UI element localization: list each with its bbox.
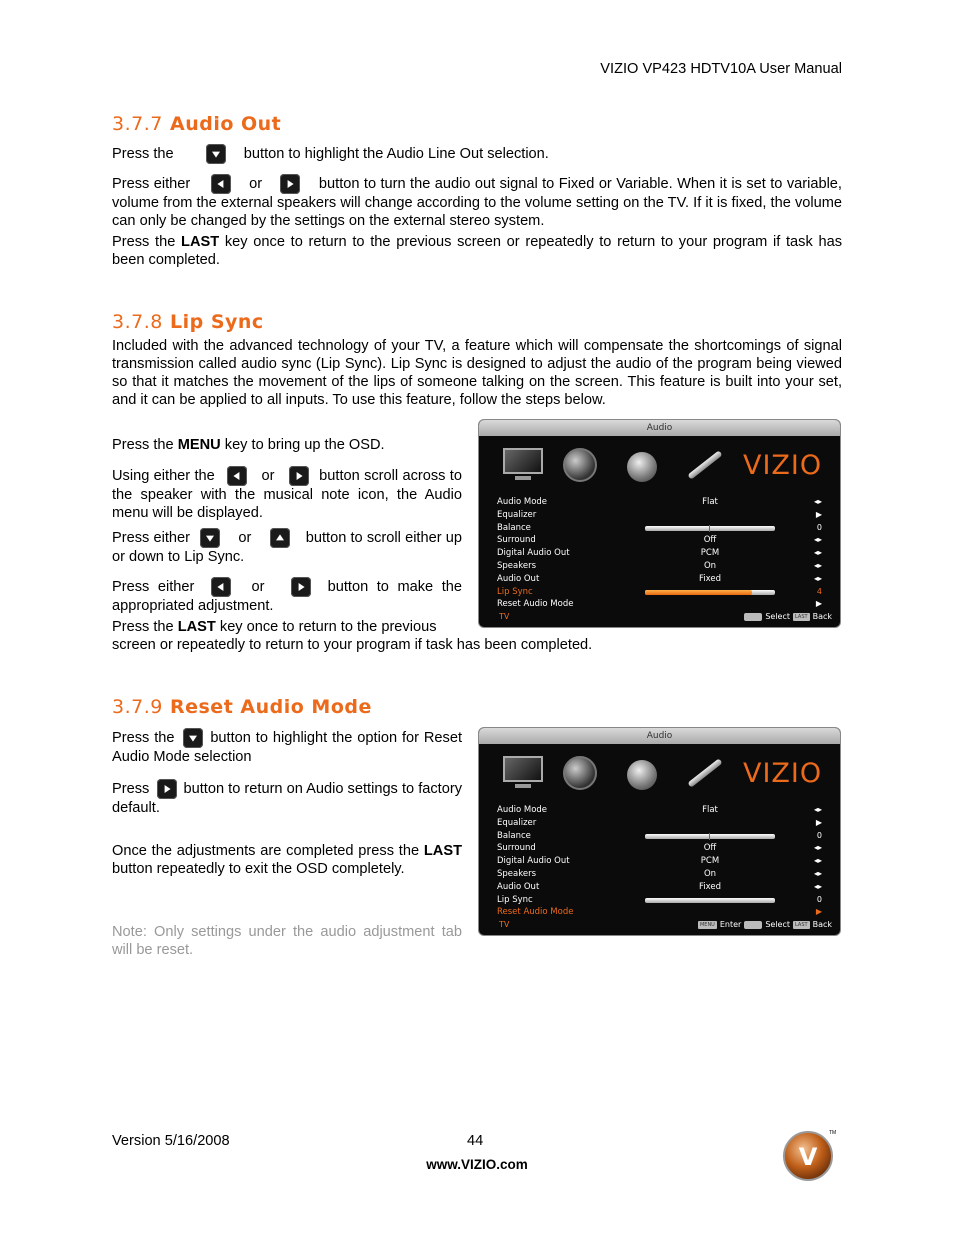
text: Using either the [112,467,215,484]
row-value: PCM [700,856,720,867]
right-arrow-icon: ▶ [815,509,822,519]
row-value: Fixed [698,573,722,584]
row-label: Balance [497,830,531,841]
row-label: Reset Audio Mode [497,599,574,610]
row-label: Equalizer [497,817,537,828]
row-label: Surround [497,535,536,546]
reset-step-3 [112,842,462,878]
text: Once the adjustments are completed press the [112,843,420,859]
osd-row-reset-audio-mode [479,598,840,611]
section-title: Audio Out [169,113,282,135]
osd-icon-bar [479,436,840,496]
right-arrow-icon: ▶ [815,599,822,609]
osd-title: Audio [479,728,840,744]
row-label: Speakers [497,868,537,879]
down-arrow-button-icon [200,528,220,548]
left-right-icon: ◂▸ [813,881,822,891]
left-arrow-button-icon [211,577,231,597]
balance-slider [645,526,775,531]
text: button to highlight the Audio Line Out selection. [243,145,549,162]
enter-hint: Enter [719,920,742,929]
text: or [261,467,275,484]
down-arrow-button-icon [206,144,226,164]
text: key once to return to the previous [219,619,437,635]
speaker-note-icon [561,754,605,792]
text: button repeatedly to exit the OSD completely. [112,861,405,877]
lip-sync-step-5 [112,618,462,636]
text: Press the [112,729,175,746]
right-arrow-icon: ▶ [815,817,822,827]
trademark-mark: TM [829,1130,837,1136]
last-key-icon: LAST [795,921,808,928]
left-right-icon: ◂▸ [813,560,822,570]
lip-sync-intro: Included with the advanced technology of your TV, a feature which will compensate the shortcomings of signal transmission called audio sync (Lip Sync). Lip Sync is designed to adjust the audio of the program being viewed so that it matches the movement of the lips of someone talking on the screen. This feature is built into your set, and it can be applied to all inputs. To use this feature, follow the steps below. [112,338,842,408]
row-label: Digital Audio Out [497,856,570,867]
section-number: 3.7.7 [112,113,163,135]
text: Press the [112,619,174,635]
osd-icon-bar [479,744,840,804]
website-url: www.VIZIO.com [426,1157,528,1172]
row-value: Fixed [698,881,722,892]
text: button to return on Audio settings to factory default. [112,780,462,816]
row-label: Lip Sync [497,894,533,905]
input-label: TV [499,612,510,621]
text: Press either [112,578,195,595]
heading-reset-audio-mode [112,696,372,718]
osd-footer [479,920,840,932]
vizio-brand: VIZIO [743,450,823,481]
text: button to turn the audio out signal to Fixed or Variable. When it is set to variable, volume from the external speakers will change according to the volume setting on the TV. If it is fixed, the volume can only be changed by the settings on the external stereo system. [112,175,842,229]
lip-sync-step-2 [112,466,462,522]
left-arrow-button-icon [211,174,231,194]
row-value: Off [703,843,717,854]
text: Press the [112,145,174,162]
audio-out-step-3 [112,233,842,269]
arrow-keys-icon [744,613,762,621]
heading-audio-out [112,113,281,135]
up-arrow-button-icon [270,528,290,548]
osd-audio-menu-lip-sync [478,419,841,628]
left-right-icon: ◂▸ [813,548,822,558]
tv-icon [501,446,545,484]
back-hint: Back [812,612,832,621]
text: key once to return to the previous screen or repeatedly to return to your program if task has been completed. [112,234,842,268]
row-label: Equalizer [497,509,537,520]
row-label: Surround [497,843,536,854]
text: Press [112,780,150,797]
osd-row-audio-mode [479,496,840,509]
row-value: On [703,560,717,571]
osd-row-audio-out [479,573,840,586]
tv-icon [501,754,545,792]
vizio-brand: VIZIO [743,758,823,789]
lip-sync-fill [645,590,752,595]
arrow-keys-icon [744,921,762,929]
right-arrow-button-icon [289,466,309,486]
section-title: Reset Audio Mode [169,696,372,718]
reset-step-2 [112,779,462,817]
row-label: Audio Mode [497,805,548,815]
wrench-icon [677,752,727,792]
right-arrow-icon: ▶ [815,907,822,917]
text: or [251,578,265,595]
last-key-label: LAST [181,234,220,250]
left-arrow-button-icon [227,466,247,486]
text: Press either [112,529,190,546]
row-value: Flat [702,497,718,507]
text: or [238,529,252,546]
osd-row-digital-audio-out [479,855,840,868]
text: or [249,175,263,192]
text: Press the [112,234,176,250]
down-arrow-button-icon [183,728,203,748]
row-value: Off [703,535,717,546]
text: button scroll across to the speaker with the musical note icon, the Audio menu will be displayed. [112,467,462,521]
left-right-icon: ◂▸ [813,856,822,866]
heading-lip-sync [112,311,264,333]
menu-key-label: MENU [177,437,221,453]
back-hint: Back [812,920,832,929]
select-hint: Select [765,920,791,929]
lip-sync-slider [645,590,775,595]
osd-row-lip-sync [479,586,840,599]
right-arrow-button-icon [280,174,300,194]
osd-row-balance [479,522,840,535]
row-value: 0 [816,894,822,904]
speaker-note-icon [561,446,605,484]
row-label: Digital Audio Out [497,548,570,559]
osd-row-reset-audio-mode [479,906,840,919]
audio-out-step-2 [112,174,842,230]
osd-row-lip-sync [479,894,840,907]
osd-title: Audio [479,420,840,436]
osd-row-audio-mode [479,804,840,817]
text: button to make the appropriated adjustment. [112,578,462,614]
globe-icon [621,446,665,484]
reset-note: Note: Only settings under the audio adjustment tab will be reset. [112,924,462,958]
osd-footer [479,612,840,624]
last-key-label: LAST [423,843,462,859]
row-label: Audio Out [497,573,540,584]
row-label: Balance [497,522,531,533]
osd-row-surround [479,534,840,547]
section-title: Lip Sync [169,311,264,333]
left-right-icon: ◂▸ [813,868,822,878]
lip-sync-step-4 [112,577,462,615]
vizio-logo-icon [783,1131,833,1181]
manual-title: VIZIO VP423 HDTV10A User Manual [600,61,842,77]
row-value: 4 [816,586,822,596]
osd-row-equalizer [479,817,840,830]
menu-key-icon: MENU [699,921,715,928]
section-number: 3.7.8 [112,311,163,333]
text: Press the [112,437,174,453]
text: Press either [112,175,191,192]
row-label: Reset Audio Mode [497,907,574,918]
left-right-icon: ◂▸ [813,573,822,583]
last-key-icon: LAST [795,613,808,620]
osd-row-speakers [479,868,840,881]
wrench-icon [677,444,727,484]
reset-step-1 [112,728,462,766]
row-label: Lip Sync [497,586,533,597]
globe-icon [621,754,665,792]
row-label: Audio Out [497,881,540,892]
left-right-icon: ◂▸ [813,843,822,853]
row-value: On [703,868,717,879]
right-arrow-button-icon [291,577,311,597]
version-label: Version 5/16/2008 [112,1133,230,1149]
balance-slider [645,834,775,839]
osd-row-surround [479,842,840,855]
osd-row-audio-out [479,881,840,894]
row-value: 0 [816,522,822,532]
text: button to scroll either up or down to Lip Sync. [112,529,462,565]
osd-row-digital-audio-out [479,547,840,560]
lip-sync-step-5-cont: screen or repeatedly to return to your program if task has been completed. [112,637,593,653]
input-label: TV [499,920,510,929]
text: button to highlight the option for Reset Audio Mode selection [112,729,463,765]
row-value: Flat [702,805,718,815]
row-label: Speakers [497,560,537,571]
right-arrow-button-icon [157,779,177,799]
row-value: 0 [816,830,822,840]
lip-sync-step-1 [112,436,462,454]
text: key to bring up the OSD. [224,437,385,453]
page-number: 44 [467,1133,484,1149]
osd-audio-menu-reset [478,727,841,936]
left-right-icon: ◂▸ [813,535,822,545]
row-value: PCM [700,548,720,559]
last-key-label: LAST [177,619,216,635]
left-right-icon: ◂▸ [813,497,822,506]
osd-row-speakers [479,560,840,573]
osd-row-balance [479,830,840,843]
lip-sync-slider [645,898,775,903]
row-label: Audio Mode [497,497,548,507]
audio-out-step-1 [112,144,842,164]
select-hint: Select [765,612,791,621]
section-number: 3.7.9 [112,696,163,718]
lip-sync-step-3 [112,528,462,566]
left-right-icon: ◂▸ [813,805,822,814]
osd-row-equalizer [479,509,840,522]
